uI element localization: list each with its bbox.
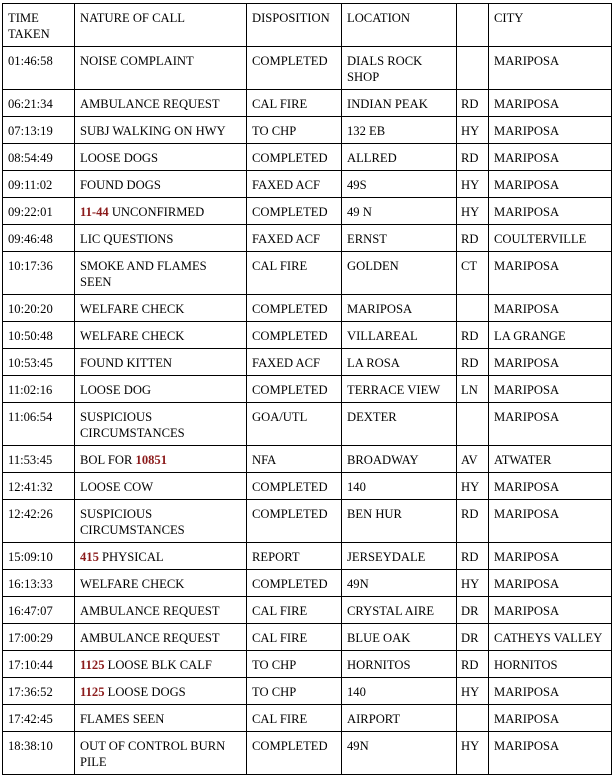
city-cell: MARIPOSA xyxy=(489,198,612,225)
disposition-cell: CAL FIRE xyxy=(247,90,342,117)
city-cell: MARIPOSA xyxy=(489,705,612,732)
time-taken-cell: 10:50:48 xyxy=(3,322,75,349)
time-taken-cell: 17:00:29 xyxy=(3,624,75,651)
table-row xyxy=(3,705,612,732)
location-cell: GOLDEN xyxy=(342,252,457,295)
disposition-cell: COMPLETED xyxy=(247,144,342,171)
nature-text: WELFARE CHECK xyxy=(80,577,185,591)
nature-of-call-cell xyxy=(75,473,247,500)
city-cell: MARIPOSA xyxy=(489,90,612,117)
location-cell: TERRACE VIEW xyxy=(342,376,457,403)
location-cell: BEN HUR xyxy=(342,500,457,543)
city-cell: HORNITOS xyxy=(489,651,612,678)
nature-text: SUSPICIOUS CIRCUMSTANCES xyxy=(80,410,185,440)
street-type-cell: DR xyxy=(457,597,489,624)
nature-of-call-cell xyxy=(75,500,247,543)
street-type-cell: DR xyxy=(457,624,489,651)
time-taken-cell: 10:17:36 xyxy=(3,252,75,295)
nature-of-call-cell xyxy=(75,349,247,376)
time-taken-cell: 15:09:10 xyxy=(3,543,75,570)
nature-of-call-cell xyxy=(75,295,247,322)
table-row xyxy=(3,446,612,473)
nature-of-call-cell xyxy=(75,225,247,252)
street-type-cell: HY xyxy=(457,473,489,500)
location-cell: VILLAREAL xyxy=(342,322,457,349)
table-row xyxy=(3,47,612,90)
nature-text: SUSPICIOUS CIRCUMSTANCES xyxy=(80,507,185,537)
nature-of-call-cell xyxy=(75,705,247,732)
city-cell: MARIPOSA xyxy=(489,117,612,144)
radio-code: 1125 xyxy=(80,685,105,699)
table-row xyxy=(3,252,612,295)
location-cell: INDIAN PEAK xyxy=(342,90,457,117)
location-cell: JERSEYDALE xyxy=(342,543,457,570)
nature-text: FOUND KITTEN xyxy=(80,356,172,370)
time-taken-cell: 09:11:02 xyxy=(3,171,75,198)
city-cell: MARIPOSA xyxy=(489,678,612,705)
nature-text: FLAMES SEEN xyxy=(80,712,165,726)
street-type-cell: LN xyxy=(457,376,489,403)
table-row xyxy=(3,678,612,705)
time-taken-cell: 08:54:49 xyxy=(3,144,75,171)
table-row xyxy=(3,144,612,171)
disposition-cell: TO CHP xyxy=(247,678,342,705)
location-cell: 49N xyxy=(342,732,457,775)
nature-text: LOOSE BLK CALF xyxy=(104,658,212,672)
nature-text: LIC QUESTIONS xyxy=(80,232,174,246)
nature-text: AMBULANCE REQUEST xyxy=(80,97,220,111)
disposition-cell: COMPLETED xyxy=(247,322,342,349)
time-taken-cell: 10:20:20 xyxy=(3,295,75,322)
radio-code: 1125 xyxy=(80,658,105,672)
nature-of-call-cell xyxy=(75,543,247,570)
table-row xyxy=(3,624,612,651)
city-cell: COULTERVILLE xyxy=(489,225,612,252)
nature-text: NOISE COMPLAINT xyxy=(80,54,194,68)
nature-text: SUBJ WALKING ON HWY xyxy=(80,124,226,138)
disposition-cell: CAL FIRE xyxy=(247,597,342,624)
disposition-cell: CAL FIRE xyxy=(247,624,342,651)
city-cell: MARIPOSA xyxy=(489,252,612,295)
header-time-taken: TIME TAKEN xyxy=(3,4,75,47)
table-row xyxy=(3,651,612,678)
street-type-cell: RD xyxy=(457,322,489,349)
header-location: LOCATION xyxy=(342,4,457,47)
city-cell: MARIPOSA xyxy=(489,144,612,171)
table-row xyxy=(3,597,612,624)
table-row xyxy=(3,732,612,775)
header-street-type xyxy=(457,4,489,47)
disposition-cell: COMPLETED xyxy=(247,198,342,225)
street-type-cell xyxy=(457,47,489,90)
location-cell: AIRPORT xyxy=(342,705,457,732)
location-cell: ALLRED xyxy=(342,144,457,171)
nature-of-call-cell xyxy=(75,144,247,171)
time-taken-cell: 10:53:45 xyxy=(3,349,75,376)
disposition-cell: TO CHP xyxy=(247,651,342,678)
nature-of-call-cell xyxy=(75,171,247,198)
disposition-cell: COMPLETED xyxy=(247,376,342,403)
radio-code: 415 xyxy=(80,550,99,564)
time-taken-cell: 12:42:26 xyxy=(3,500,75,543)
street-type-cell xyxy=(457,295,489,322)
time-taken-cell: 11:53:45 xyxy=(3,446,75,473)
nature-of-call-cell xyxy=(75,252,247,295)
table-row xyxy=(3,376,612,403)
disposition-cell: TO CHP xyxy=(247,117,342,144)
city-cell: MARIPOSA xyxy=(489,570,612,597)
disposition-cell: COMPLETED xyxy=(247,295,342,322)
call-log-table xyxy=(2,3,612,775)
table-row xyxy=(3,322,612,349)
time-taken-cell: 09:46:48 xyxy=(3,225,75,252)
nature-text: AMBULANCE REQUEST xyxy=(80,631,220,645)
city-cell: ATWATER xyxy=(489,446,612,473)
nature-text: LOOSE DOGS xyxy=(80,151,159,165)
call-log-body xyxy=(3,4,612,775)
city-cell: CATHEYS VALLEY xyxy=(489,624,612,651)
nature-of-call-cell xyxy=(75,90,247,117)
nature-text: WELFARE CHECK xyxy=(80,302,185,316)
location-cell: CRYSTAL AIRE xyxy=(342,597,457,624)
table-row xyxy=(3,198,612,225)
time-taken-cell: 06:21:34 xyxy=(3,90,75,117)
table-row xyxy=(3,349,612,376)
location-cell: 140 xyxy=(342,678,457,705)
nature-of-call-cell xyxy=(75,624,247,651)
street-type-cell: HY xyxy=(457,198,489,225)
table-row xyxy=(3,543,612,570)
street-type-cell: HY xyxy=(457,570,489,597)
nature-of-call-cell xyxy=(75,322,247,349)
time-taken-cell: 01:46:58 xyxy=(3,47,75,90)
radio-code: 11-44 xyxy=(80,205,109,219)
time-taken-cell: 16:13:33 xyxy=(3,570,75,597)
location-cell: LA ROSA xyxy=(342,349,457,376)
nature-text: LOOSE DOGS xyxy=(104,685,186,699)
location-cell: ERNST xyxy=(342,225,457,252)
city-cell: MARIPOSA xyxy=(489,171,612,198)
location-cell: 49S xyxy=(342,171,457,198)
street-type-cell xyxy=(457,705,489,732)
city-cell: MARIPOSA xyxy=(489,543,612,570)
nature-text: WELFARE CHECK xyxy=(80,329,185,343)
street-type-cell: HY xyxy=(457,171,489,198)
time-taken-cell: 11:06:54 xyxy=(3,403,75,446)
nature-text: OUT OF CONTROL BURN PILE xyxy=(80,739,229,769)
street-type-cell: RD xyxy=(457,90,489,117)
city-cell: MARIPOSA xyxy=(489,47,612,90)
street-type-cell: CT xyxy=(457,252,489,295)
nature-text: LOOSE DOG xyxy=(80,383,152,397)
street-type-cell: HY xyxy=(457,732,489,775)
city-cell: MARIPOSA xyxy=(489,376,612,403)
time-taken-cell: 18:38:10 xyxy=(3,732,75,775)
table-row xyxy=(3,500,612,543)
nature-of-call-cell xyxy=(75,47,247,90)
radio-code: 10851 xyxy=(135,453,167,467)
table-row xyxy=(3,90,612,117)
nature-of-call-cell xyxy=(75,651,247,678)
city-cell: MARIPOSA xyxy=(489,349,612,376)
street-type-cell: RD xyxy=(457,500,489,543)
disposition-cell: CAL FIRE xyxy=(247,705,342,732)
location-cell: 140 xyxy=(342,473,457,500)
time-taken-cell: 12:41:32 xyxy=(3,473,75,500)
nature-text: PHYSICAL xyxy=(98,550,164,564)
nature-text: SMOKE AND FLAMES SEEN xyxy=(80,259,210,289)
disposition-cell: REPORT xyxy=(247,543,342,570)
disposition-cell: COMPLETED xyxy=(247,47,342,90)
nature-of-call-cell xyxy=(75,597,247,624)
nature-text: FOUND DOGS xyxy=(80,178,161,192)
time-taken-cell: 11:02:16 xyxy=(3,376,75,403)
time-taken-cell: 17:36:52 xyxy=(3,678,75,705)
table-row xyxy=(3,225,612,252)
time-taken-cell: 16:47:07 xyxy=(3,597,75,624)
location-cell: BLUE OAK xyxy=(342,624,457,651)
nature-of-call-cell xyxy=(75,376,247,403)
time-taken-cell: 17:42:45 xyxy=(3,705,75,732)
header-nature-of-call: NATURE OF CALL xyxy=(75,4,247,47)
nature-of-call-cell xyxy=(75,446,247,473)
location-cell: BROADWAY xyxy=(342,446,457,473)
disposition-cell: COMPLETED xyxy=(247,732,342,775)
street-type-cell: AV xyxy=(457,446,489,473)
disposition-cell: COMPLETED xyxy=(247,570,342,597)
nature-of-call-cell xyxy=(75,198,247,225)
table-row xyxy=(3,570,612,597)
nature-of-call-cell xyxy=(75,732,247,775)
disposition-cell: FAXED ACF xyxy=(247,349,342,376)
table-row xyxy=(3,295,612,322)
city-cell: MARIPOSA xyxy=(489,732,612,775)
location-cell: 132 EB xyxy=(342,117,457,144)
city-cell: MARIPOSA xyxy=(489,403,612,446)
city-cell: MARIPOSA xyxy=(489,473,612,500)
nature-text: LOOSE COW xyxy=(80,480,154,494)
street-type-cell: HY xyxy=(457,117,489,144)
city-cell: MARIPOSA xyxy=(489,597,612,624)
street-type-cell: RD xyxy=(457,543,489,570)
disposition-cell: COMPLETED xyxy=(247,500,342,543)
time-taken-cell: 07:13:19 xyxy=(3,117,75,144)
nature-of-call-cell xyxy=(75,403,247,446)
disposition-cell: FAXED ACF xyxy=(247,225,342,252)
street-type-cell: RD xyxy=(457,651,489,678)
nature-text: UNCONFIRMED xyxy=(108,205,205,219)
nature-text: AMBULANCE REQUEST xyxy=(80,604,220,618)
nature-of-call-cell xyxy=(75,678,247,705)
location-cell: MARIPOSA xyxy=(342,295,457,322)
location-cell: 49N xyxy=(342,570,457,597)
street-type-cell: RD xyxy=(457,349,489,376)
header-row xyxy=(3,4,612,47)
header-city: CITY xyxy=(489,4,612,47)
street-type-cell xyxy=(457,403,489,446)
disposition-cell: FAXED ACF xyxy=(247,171,342,198)
table-row xyxy=(3,117,612,144)
street-type-cell: RD xyxy=(457,144,489,171)
nature-of-call-cell xyxy=(75,570,247,597)
city-cell: LA GRANGE xyxy=(489,322,612,349)
table-row xyxy=(3,403,612,446)
disposition-cell: COMPLETED xyxy=(247,473,342,500)
table-row xyxy=(3,473,612,500)
header-disposition: DISPOSITION xyxy=(247,4,342,47)
city-cell: MARIPOSA xyxy=(489,295,612,322)
disposition-cell: CAL FIRE xyxy=(247,252,342,295)
nature-text: BOL FOR xyxy=(80,453,136,467)
time-taken-cell: 17:10:44 xyxy=(3,651,75,678)
disposition-cell: GOA/UTL xyxy=(247,403,342,446)
location-cell: HORNITOS xyxy=(342,651,457,678)
location-cell: DIALS ROCK SHOP xyxy=(342,47,457,90)
street-type-cell: HY xyxy=(457,678,489,705)
time-taken-cell: 09:22:01 xyxy=(3,198,75,225)
street-type-cell: RD xyxy=(457,225,489,252)
city-cell: MARIPOSA xyxy=(489,500,612,543)
location-cell: DEXTER xyxy=(342,403,457,446)
location-cell: 49 N xyxy=(342,198,457,225)
nature-of-call-cell xyxy=(75,117,247,144)
table-row xyxy=(3,171,612,198)
disposition-cell: NFA xyxy=(247,446,342,473)
